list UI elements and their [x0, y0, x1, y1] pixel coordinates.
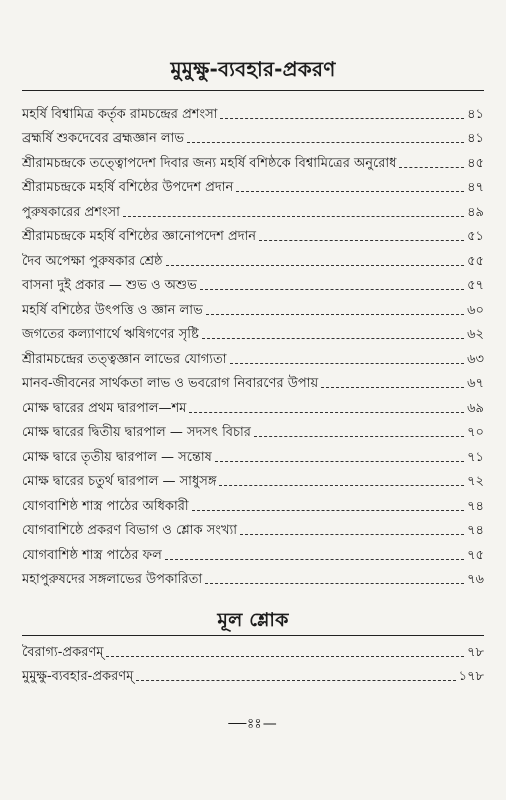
toc-entry-title: মোক্ষ দ্বারের চতুর্থ দ্বারপাল — সাধুসঙ্গ	[22, 474, 217, 490]
toc-entry-page: ৫১	[467, 229, 484, 245]
dotted-leader	[240, 534, 464, 535]
toc-entry	[22, 544, 484, 569]
subsection-heading: মূল শ্লোক	[217, 609, 289, 631]
toc-entry	[22, 103, 484, 128]
toc-entry-page: ৬০	[467, 302, 484, 318]
toc-entry	[22, 471, 484, 496]
toc-entry	[22, 641, 484, 666]
subheading-rule	[22, 635, 484, 636]
toc-entry-page: ৬৭	[467, 376, 484, 392]
dotted-leader	[200, 289, 464, 290]
toc-entry-page: ৪৯	[467, 204, 484, 220]
toc-entry	[22, 275, 484, 300]
dotted-leader	[236, 191, 464, 192]
toc-entry-page: ৬৯	[467, 400, 484, 416]
toc-entry-page: ৪১	[467, 106, 484, 122]
toc-entry	[22, 520, 484, 545]
dotted-leader	[166, 265, 465, 266]
toc-entry-title: যোগবাশিষ্ঠ শাস্ত্র পাঠের ফল	[22, 547, 162, 563]
toc-entry-title: শ্রীরামচন্দ্রকে তত্ত্বোপদেশ দিবার জন্য মহর্ষি বশিষ্ঠকে বিশ্বামিত্রের অনুরোধ	[22, 155, 397, 171]
toc-entry	[22, 348, 484, 373]
toc-entry-title: শ্রীরামচন্দ্রকে মহর্ষি বশিষ্ঠের জ্ঞানোপদেশ প্রদান	[22, 229, 257, 245]
toc-entry-page: ৬২	[467, 327, 484, 343]
table-of-contents	[22, 103, 484, 593]
toc-entry	[22, 250, 484, 275]
toc-entry-title: মহর্ষি বশিষ্ঠের উৎপত্তি ও জ্ঞান লাভ	[22, 302, 203, 318]
toc-entry-title: পুরুষকারের প্রশংসা	[22, 204, 120, 220]
toc-entry-page: ৭১	[467, 449, 484, 465]
toc-entry-title: মোক্ষ দ্বারে তৃতীয় দ্বারপাল — সন্তোষ	[22, 449, 212, 465]
toc-entry	[22, 373, 484, 398]
dotted-leader	[136, 680, 455, 681]
toc-entry-page: ৭৬	[467, 572, 484, 588]
footer-ornament: —ঃঃ—	[228, 716, 278, 732]
toc-entry-page: ৭৪	[467, 523, 484, 539]
toc-entry	[22, 128, 484, 153]
toc-entry	[22, 226, 484, 251]
toc-entry	[22, 495, 484, 520]
toc-entry	[22, 324, 484, 349]
dotted-leader	[123, 216, 464, 217]
dotted-leader	[202, 338, 464, 339]
toc-entry	[22, 569, 484, 594]
dotted-leader	[192, 510, 464, 511]
toc-entry-title: যোগবাশিষ্ঠে প্রকরণ বিভাগ ও শ্লোক সংখ্যা	[22, 523, 238, 539]
dotted-leader	[187, 142, 464, 143]
dotted-leader	[219, 485, 464, 486]
dotted-leader	[215, 461, 464, 462]
toc-entry	[22, 177, 484, 202]
toc-entry-page: ৪১	[467, 131, 484, 147]
toc-entry-title: যোগবাশিষ্ঠ শাস্ত্র পাঠের অধিকারী	[22, 498, 189, 514]
toc-entry-title: মহাপুরুষদের সঙ্গলাভের উপকারিতা	[22, 572, 203, 588]
toc-entry-page: ৭০	[467, 425, 484, 441]
toc-entry	[22, 201, 484, 226]
toc-entry	[22, 446, 484, 471]
toc-entry-title: জগতের কল্যাণার্থে ঋষিগণের সৃষ্টি	[22, 327, 199, 343]
dotted-leader	[321, 387, 464, 388]
toc-entry-title: শ্রীরামচন্দ্রকে মহর্ষি বশিষ্ঠের উপদেশ প্রদান	[22, 180, 234, 196]
toc-entry	[22, 299, 484, 324]
toc-entry-title: মোক্ষ দ্বারের দ্বিতীয় দ্বারপাল — সদসৎ বিচার	[22, 425, 251, 441]
toc-entry-title: মুমুক্ষু-ব্যবহার-প্রকরণম্	[22, 669, 134, 685]
toc-entry-page: ৭৮	[467, 644, 484, 660]
dotted-leader	[254, 436, 464, 437]
toc-entry	[22, 422, 484, 447]
dotted-leader	[399, 167, 464, 168]
toc-entry-title: দৈব অপেক্ষা পুরুষকার শ্রেষ্ঠ	[22, 253, 163, 269]
toc-entry-page: ৭২	[467, 474, 484, 490]
section-heading: মুমুক্ষু-ব্যবহার-প্রকরণ	[170, 57, 336, 81]
toc-entry-title: শ্রীরামচন্দ্রের তত্ত্বজ্ঞান লাভের যোগ্যতা	[22, 351, 227, 367]
dotted-leader	[259, 240, 464, 241]
dotted-leader	[189, 412, 464, 413]
dotted-leader	[206, 314, 464, 315]
toc-entry-title: ব্রহ্মর্ষি শুকদেবের ব্রহ্মজ্ঞান লাভ	[22, 131, 184, 147]
toc-entry-title: মোক্ষ দ্বারের প্রথম দ্বারপাল—শম	[22, 400, 187, 416]
toc-entry-page: ৫৭	[467, 278, 484, 294]
toc-entry-page: ৬৩	[467, 351, 484, 367]
toc-entry	[22, 397, 484, 422]
toc-entry-page: ৪৫	[467, 155, 484, 171]
toc-entry-title: মহর্ষি বিশ্বামিত্র কর্তৃক রামচন্দ্রের প্রশংসা	[22, 106, 218, 122]
toc-entry	[22, 152, 484, 177]
toc-entry-page: ১৭৮	[458, 669, 484, 685]
toc-entry-page: ৭৫	[467, 547, 484, 563]
dotted-leader	[230, 363, 465, 364]
dotted-leader	[220, 118, 464, 119]
toc-entry	[22, 666, 484, 691]
dotted-leader	[106, 656, 464, 657]
toc-entry-page: ৫৫	[467, 253, 484, 269]
toc-entry-title: বৈরাগ্য-প্রকরণম্	[22, 644, 104, 660]
toc-entry-title: বাসনা দুই প্রকার — শুভ ও অশুভ	[22, 278, 197, 294]
dotted-leader	[165, 559, 464, 560]
original-verses-contents	[22, 641, 484, 690]
toc-entry-title: মানব-জীবনের সার্থকতা লাভ ও ভবরোগ নিবারণের উপায়	[22, 376, 319, 392]
toc-entry-page: ৭৪	[467, 498, 484, 514]
heading-rule	[22, 90, 484, 91]
toc-entry-page: ৪৭	[467, 180, 484, 196]
dotted-leader	[205, 583, 464, 584]
